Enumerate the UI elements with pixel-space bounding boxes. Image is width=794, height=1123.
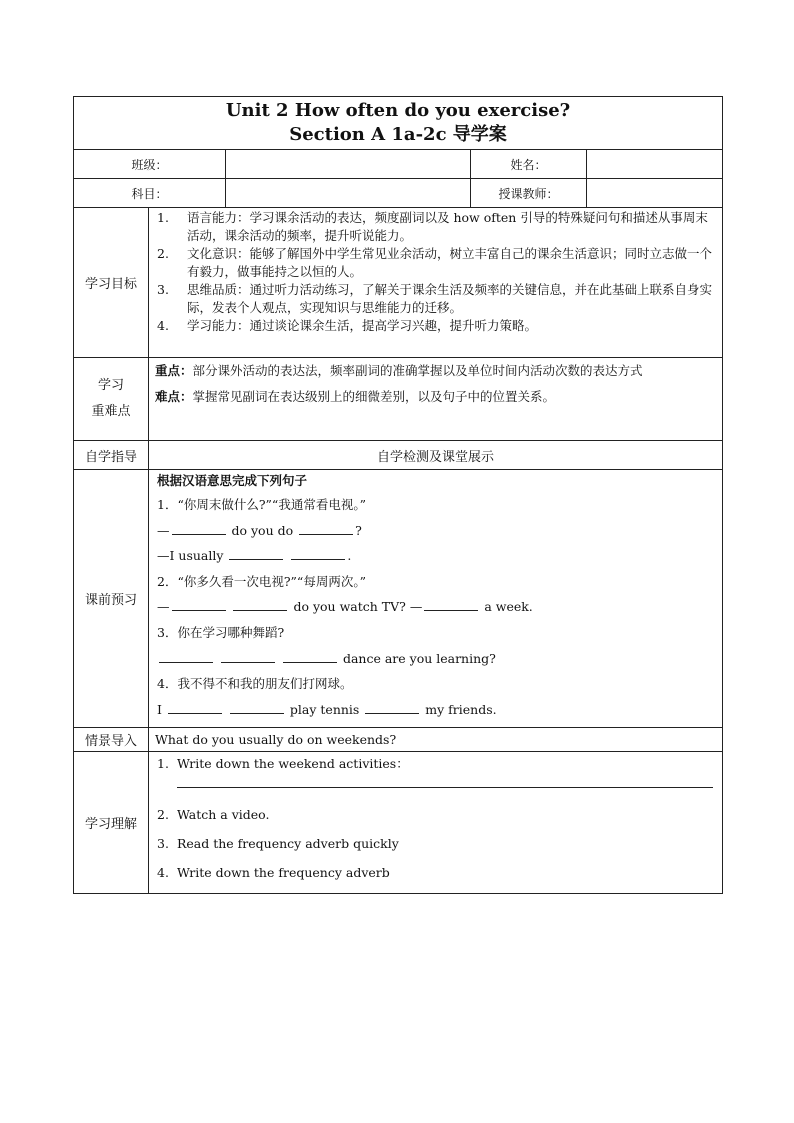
question-3: 3．你在学习哪种舞蹈? — [157, 624, 285, 640]
blank-input[interactable] — [229, 545, 283, 560]
blank-input[interactable] — [221, 648, 275, 663]
objective-number: 1. — [157, 210, 169, 225]
objective-item — [155, 317, 716, 335]
difficulty-label: 难点： — [155, 389, 193, 404]
difficulty-text: 掌握常见副词在表达级别上的细微差别，以及句子中的位置关系。 — [192, 389, 556, 404]
lead-in-label: 情景导入 — [74, 728, 149, 752]
step-item: 1. Write down the weekend activities： — [157, 756, 409, 771]
objectives-label: 学习目标 — [74, 208, 149, 358]
step-item: 4. Write down the frequency adverb — [157, 865, 390, 880]
difficulty-point — [155, 384, 716, 410]
keypoints-label-line-2: 重难点 — [91, 404, 131, 419]
preview-heading: 根据汉语意思完成下列句子 — [157, 473, 308, 488]
blank-input[interactable] — [172, 596, 226, 611]
focus-label: 重点： — [155, 363, 193, 378]
objective-text: 语言能力：学习课余活动的表达，频度副词以及 how often 引导的特殊疑问句和描述从事周末活动，课余活动的频率，提升听说能力。 — [187, 210, 708, 243]
teacher-label: 授课教师： — [471, 179, 587, 208]
understanding-steps — [149, 752, 723, 894]
understanding-label: 学习理解 — [74, 752, 149, 894]
blank-input[interactable] — [365, 699, 419, 714]
teacher-field[interactable] — [587, 179, 723, 208]
class-label: 班级： — [74, 150, 226, 179]
title-line-2: Section A 1a-2c 导学案 — [289, 124, 507, 145]
keypoints-label — [74, 358, 149, 441]
subject-field[interactable] — [226, 179, 471, 208]
question-1: 1．“你周末做什么?”“我通常看电视。” — [157, 497, 366, 512]
class-field[interactable] — [226, 150, 471, 179]
objectives-list — [149, 208, 723, 358]
blank-input[interactable] — [172, 520, 226, 535]
step-item: 2. Watch a video. — [157, 807, 270, 822]
answer-2a: — do you watch TV? — a week. — [157, 594, 714, 620]
lead-in-text: What do you usually do on weekends? — [149, 728, 723, 752]
objective-text: 文化意识：能够了解国外中学生常见业余活动，树立丰富自己的课余生活意识；同时立志做一个有毅力，做事能持之以恒的人。 — [187, 246, 713, 279]
keypoints-label-line-1: 学习 — [97, 378, 124, 393]
objective-item — [155, 281, 716, 317]
question-4: 4．我不得不和我的朋友们打网球。 — [157, 676, 353, 692]
step-item: 3. Read the frequency adverb quickly — [157, 836, 399, 851]
answer-3a: dance are you learning? — [157, 646, 714, 672]
blank-input[interactable] — [291, 545, 345, 560]
guide-label: 自学指导 — [74, 441, 149, 470]
blank-input[interactable] — [168, 699, 222, 714]
answer-1a: — do you do ? — [157, 518, 714, 544]
objective-number: 4. — [157, 318, 169, 333]
objective-text: 学习能力：通过谈论课余生活，提高学习兴趣，提升听力策略。 — [187, 318, 538, 333]
objective-text: 思维品质：通过听力活动练习，了解关于课余生活及频率的关键信息，并在此基础上联系自身实际，发表个人观点，实现知识与思维能力的迁移。 — [187, 282, 713, 315]
answer-4a: I play tennis my friends. — [157, 697, 714, 723]
answer-1b: —I usually . — [157, 543, 714, 569]
objective-number: 2. — [157, 246, 169, 261]
objective-item — [155, 209, 716, 245]
name-label: 姓名： — [471, 150, 587, 179]
preview-label: 课前预习 — [74, 470, 149, 728]
blank-input[interactable] — [299, 520, 353, 535]
keypoints-content — [149, 358, 723, 441]
name-field[interactable] — [587, 150, 723, 179]
focus-text: 部分课外活动的表达法，频率副词的准确掌握以及单位时间内活动次数的表达方式 — [192, 363, 643, 378]
blank-input[interactable] — [424, 596, 478, 611]
title-line-1: Unit 2 How often do you exercise? — [225, 100, 571, 121]
blank-input[interactable] — [283, 648, 337, 663]
objective-item — [155, 245, 716, 281]
answer-line[interactable] — [155, 776, 716, 800]
preview-exercises — [149, 470, 723, 728]
blank-input[interactable] — [230, 699, 284, 714]
objective-number: 3. — [157, 282, 169, 297]
question-2: 2．“你多久看一次电视?”“每周两次。” — [157, 573, 366, 589]
blank-input[interactable] — [233, 596, 287, 611]
title-cell — [74, 97, 723, 150]
worksheet — [73, 96, 722, 894]
guide-text: 自学检测及课堂展示 — [149, 441, 723, 470]
subject-label: 科目： — [74, 179, 226, 208]
focus-point — [155, 358, 716, 384]
blank-input[interactable] — [159, 648, 213, 663]
worksheet-table — [73, 96, 723, 894]
